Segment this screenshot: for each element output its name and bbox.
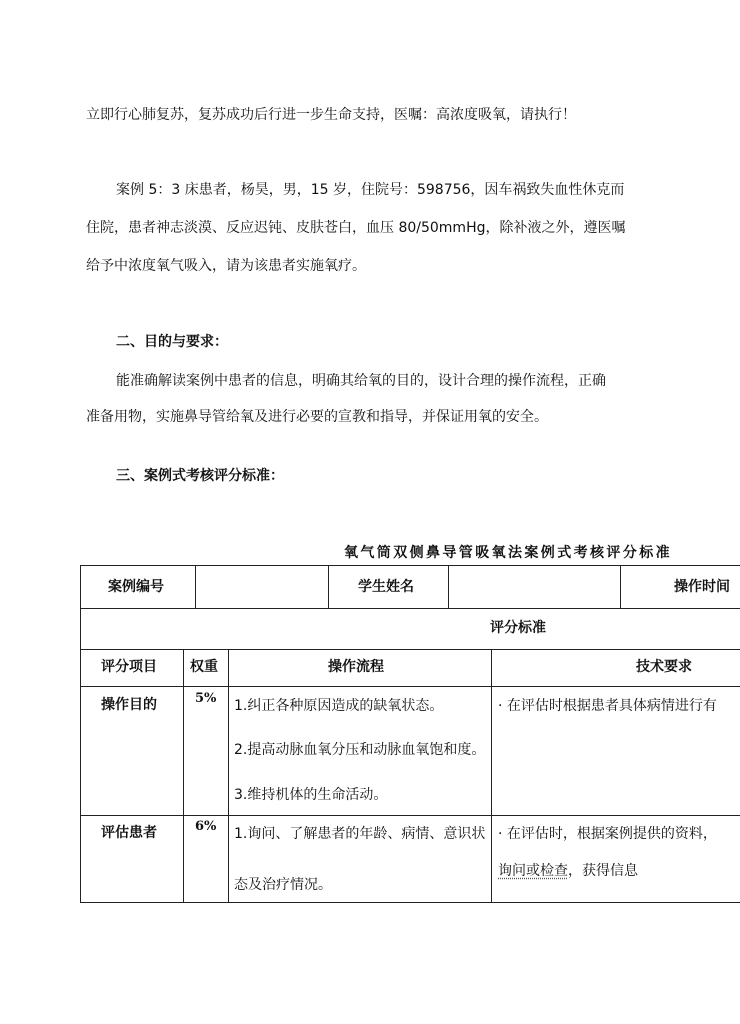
section-2-line-2: 准备用物，实施鼻导管给氧及进行必要的宣教和指导，并保证用氧的安全。 (86, 409, 548, 425)
section-2-heading: 二、目的与要求： (116, 334, 228, 350)
case-5-line-2: 住院，患者神志淡漠、反应迟钝、皮肤苍白，血压 80/50mmHg，除补液之外，遵医嘱 (86, 220, 626, 236)
process-step: 态及治疗情况。 (234, 877, 332, 893)
table-title: 氧气筒双侧鼻导管吸氧法案例式考核评分标准 (344, 545, 672, 561)
student-name-field[interactable] (451, 569, 617, 605)
case-5-line-1: 案例 5：3 床患者，杨昊，男，15 岁，住院号：598756，因车祸致失血性休克而 (116, 182, 625, 198)
student-name-label: 学生姓名 (358, 579, 414, 595)
row-item: 评估患者 (101, 825, 157, 841)
requirement-underlined-text: 询问或检查 (498, 863, 568, 879)
section-2-line-1: 能准确解读案例中患者的信息，明确其给氧的目的，设计合理的操作流程，正确 (116, 373, 606, 389)
op-time-label: 操作时间 (674, 579, 730, 595)
requirement-text-line-2 (498, 861, 638, 881)
case-no-field[interactable] (198, 569, 326, 605)
requirement-text-tail: ，获得信息 (568, 863, 638, 879)
row-weight: 6% (195, 819, 217, 834)
case-5-line-3: 给予中浓度氧气吸入，请为该患者实施氧疗。 (86, 258, 366, 274)
scoring-table (80, 565, 740, 903)
section-3-heading: 三、案例式考核评分标准： (116, 468, 284, 484)
row-weight: 5% (195, 691, 217, 706)
process-step: 1.询问、了解患者的年龄、病情、意识状 (234, 826, 486, 842)
header-weight: 权重 (190, 659, 218, 675)
case-no-label: 案例编号 (108, 579, 164, 595)
process-step: 1.纠正各种原因造成的缺氧状态。 (234, 698, 444, 714)
requirement-text: · 在评估时，根据案例提供的资料， (498, 826, 717, 842)
requirement-text: · 在评估时根据患者具体病情进行有 (498, 698, 717, 714)
header-requirement: 技术要求 (636, 659, 692, 675)
process-step: 2.提高动脉血氧分压和动脉血氧饱和度。 (234, 742, 486, 758)
process-step: 3.维持机体的生命活动。 (234, 787, 388, 803)
row-item: 操作目的 (101, 697, 157, 713)
header-item: 评分项目 (101, 659, 157, 675)
scoring-criteria-label: 评分标准 (490, 620, 546, 636)
paragraph-line: 立即行心肺复苏，复苏成功后行进一步生命支持，医嘱：高浓度吸氧，请执行！ (86, 107, 576, 123)
header-process: 操作流程 (328, 659, 384, 675)
